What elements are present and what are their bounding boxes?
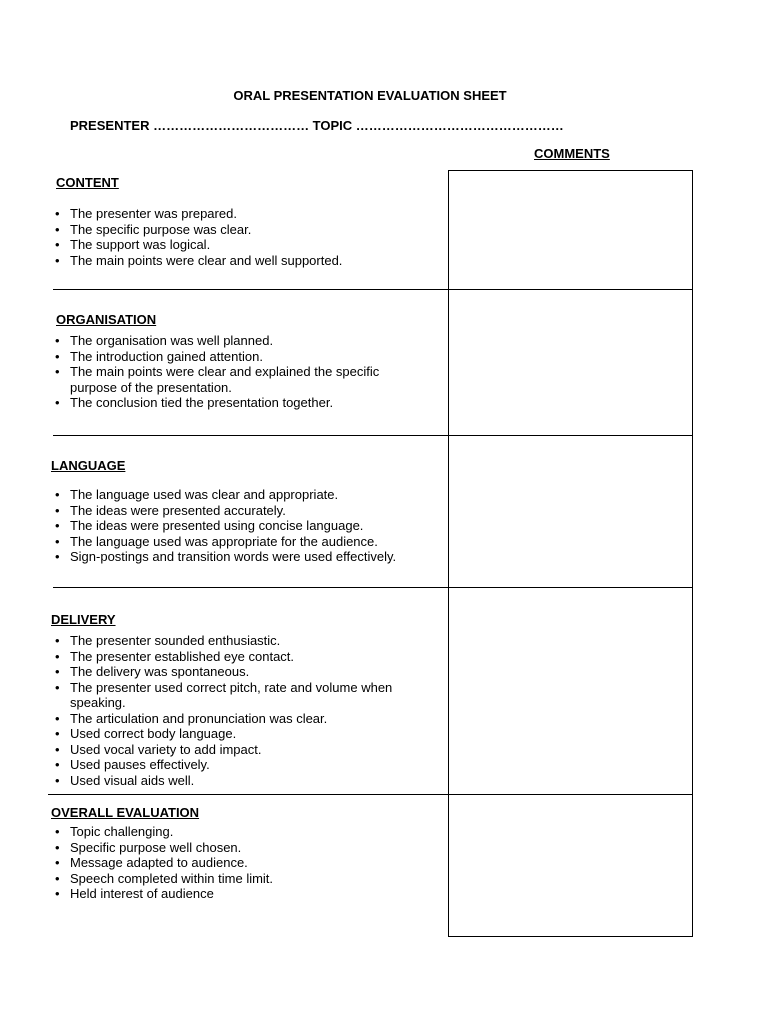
language-criteria-list xyxy=(55,487,440,565)
list-item: • The conclusion tied the presentation together. xyxy=(55,395,425,411)
list-item: • Used correct body language. xyxy=(55,726,425,742)
delivery-criteria-list xyxy=(55,633,425,788)
list-item: • Sign-postings and transition words were used effectively. xyxy=(55,549,440,565)
list-item: • The main points were clear and explained the specific purpose of the presentation. xyxy=(55,364,425,395)
section-title-content: CONTENT xyxy=(56,175,119,190)
list-item: • The specific purpose was clear. xyxy=(55,222,425,238)
comments-header: COMMENTS xyxy=(534,146,610,161)
list-item: • Held interest of audience xyxy=(55,886,425,902)
list-item: • Used visual aids well. xyxy=(55,773,425,789)
overall-evaluation-criteria-list xyxy=(55,824,425,902)
content-criteria-list xyxy=(55,206,425,268)
list-item: • The presenter established eye contact. xyxy=(55,649,425,665)
list-item: • The presenter sounded enthusiastic. xyxy=(55,633,425,649)
divider-content xyxy=(53,289,693,290)
list-item: • The ideas were presented using concise language. xyxy=(55,518,440,534)
list-item: • The organisation was well planned. xyxy=(55,333,425,349)
list-item: • The introduction gained attention. xyxy=(55,349,425,365)
section-title-language: LANGUAGE xyxy=(51,458,126,473)
organisation-criteria-list xyxy=(55,333,425,411)
list-item: • The delivery was spontaneous. xyxy=(55,664,425,680)
list-item: • Message adapted to audience. xyxy=(55,855,425,871)
list-item: • The language used was appropriate for the audience. xyxy=(55,534,440,550)
divider-language xyxy=(53,587,693,588)
section-title-organisation: ORGANISATION xyxy=(56,312,157,327)
section-title-delivery: DELIVERY xyxy=(51,612,116,627)
list-item: • Used vocal variety to add impact. xyxy=(55,742,425,758)
list-item: • The presenter was prepared. xyxy=(55,206,425,222)
list-item: • The support was logical. xyxy=(55,237,425,253)
list-item: • The language used was clear and appropriate. xyxy=(55,487,440,503)
list-item: • The articulation and pronunciation was clear. xyxy=(55,711,425,727)
list-item: • The main points were clear and well supported. xyxy=(55,253,425,269)
page-title: ORAL PRESENTATION EVALUATION SHEET xyxy=(233,88,507,103)
list-item: • The ideas were presented accurately. xyxy=(55,503,440,519)
list-item: • Topic challenging. xyxy=(55,824,425,840)
divider-organisation xyxy=(53,435,693,436)
section-title-overall-evaluation: OVERALL EVALUATION xyxy=(51,805,200,820)
list-item: • The presenter used correct pitch, rate and volume when speaking. xyxy=(55,680,425,711)
list-item: • Speech completed within time limit. xyxy=(55,871,425,887)
presenter-topic-line: PRESENTER ……………………………… TOPIC ………………………………………… xyxy=(70,118,564,133)
list-item: • Used pauses effectively. xyxy=(55,757,425,773)
comments-column[interactable] xyxy=(448,170,693,937)
list-item: • Specific purpose well chosen. xyxy=(55,840,425,856)
divider-delivery xyxy=(48,794,693,795)
